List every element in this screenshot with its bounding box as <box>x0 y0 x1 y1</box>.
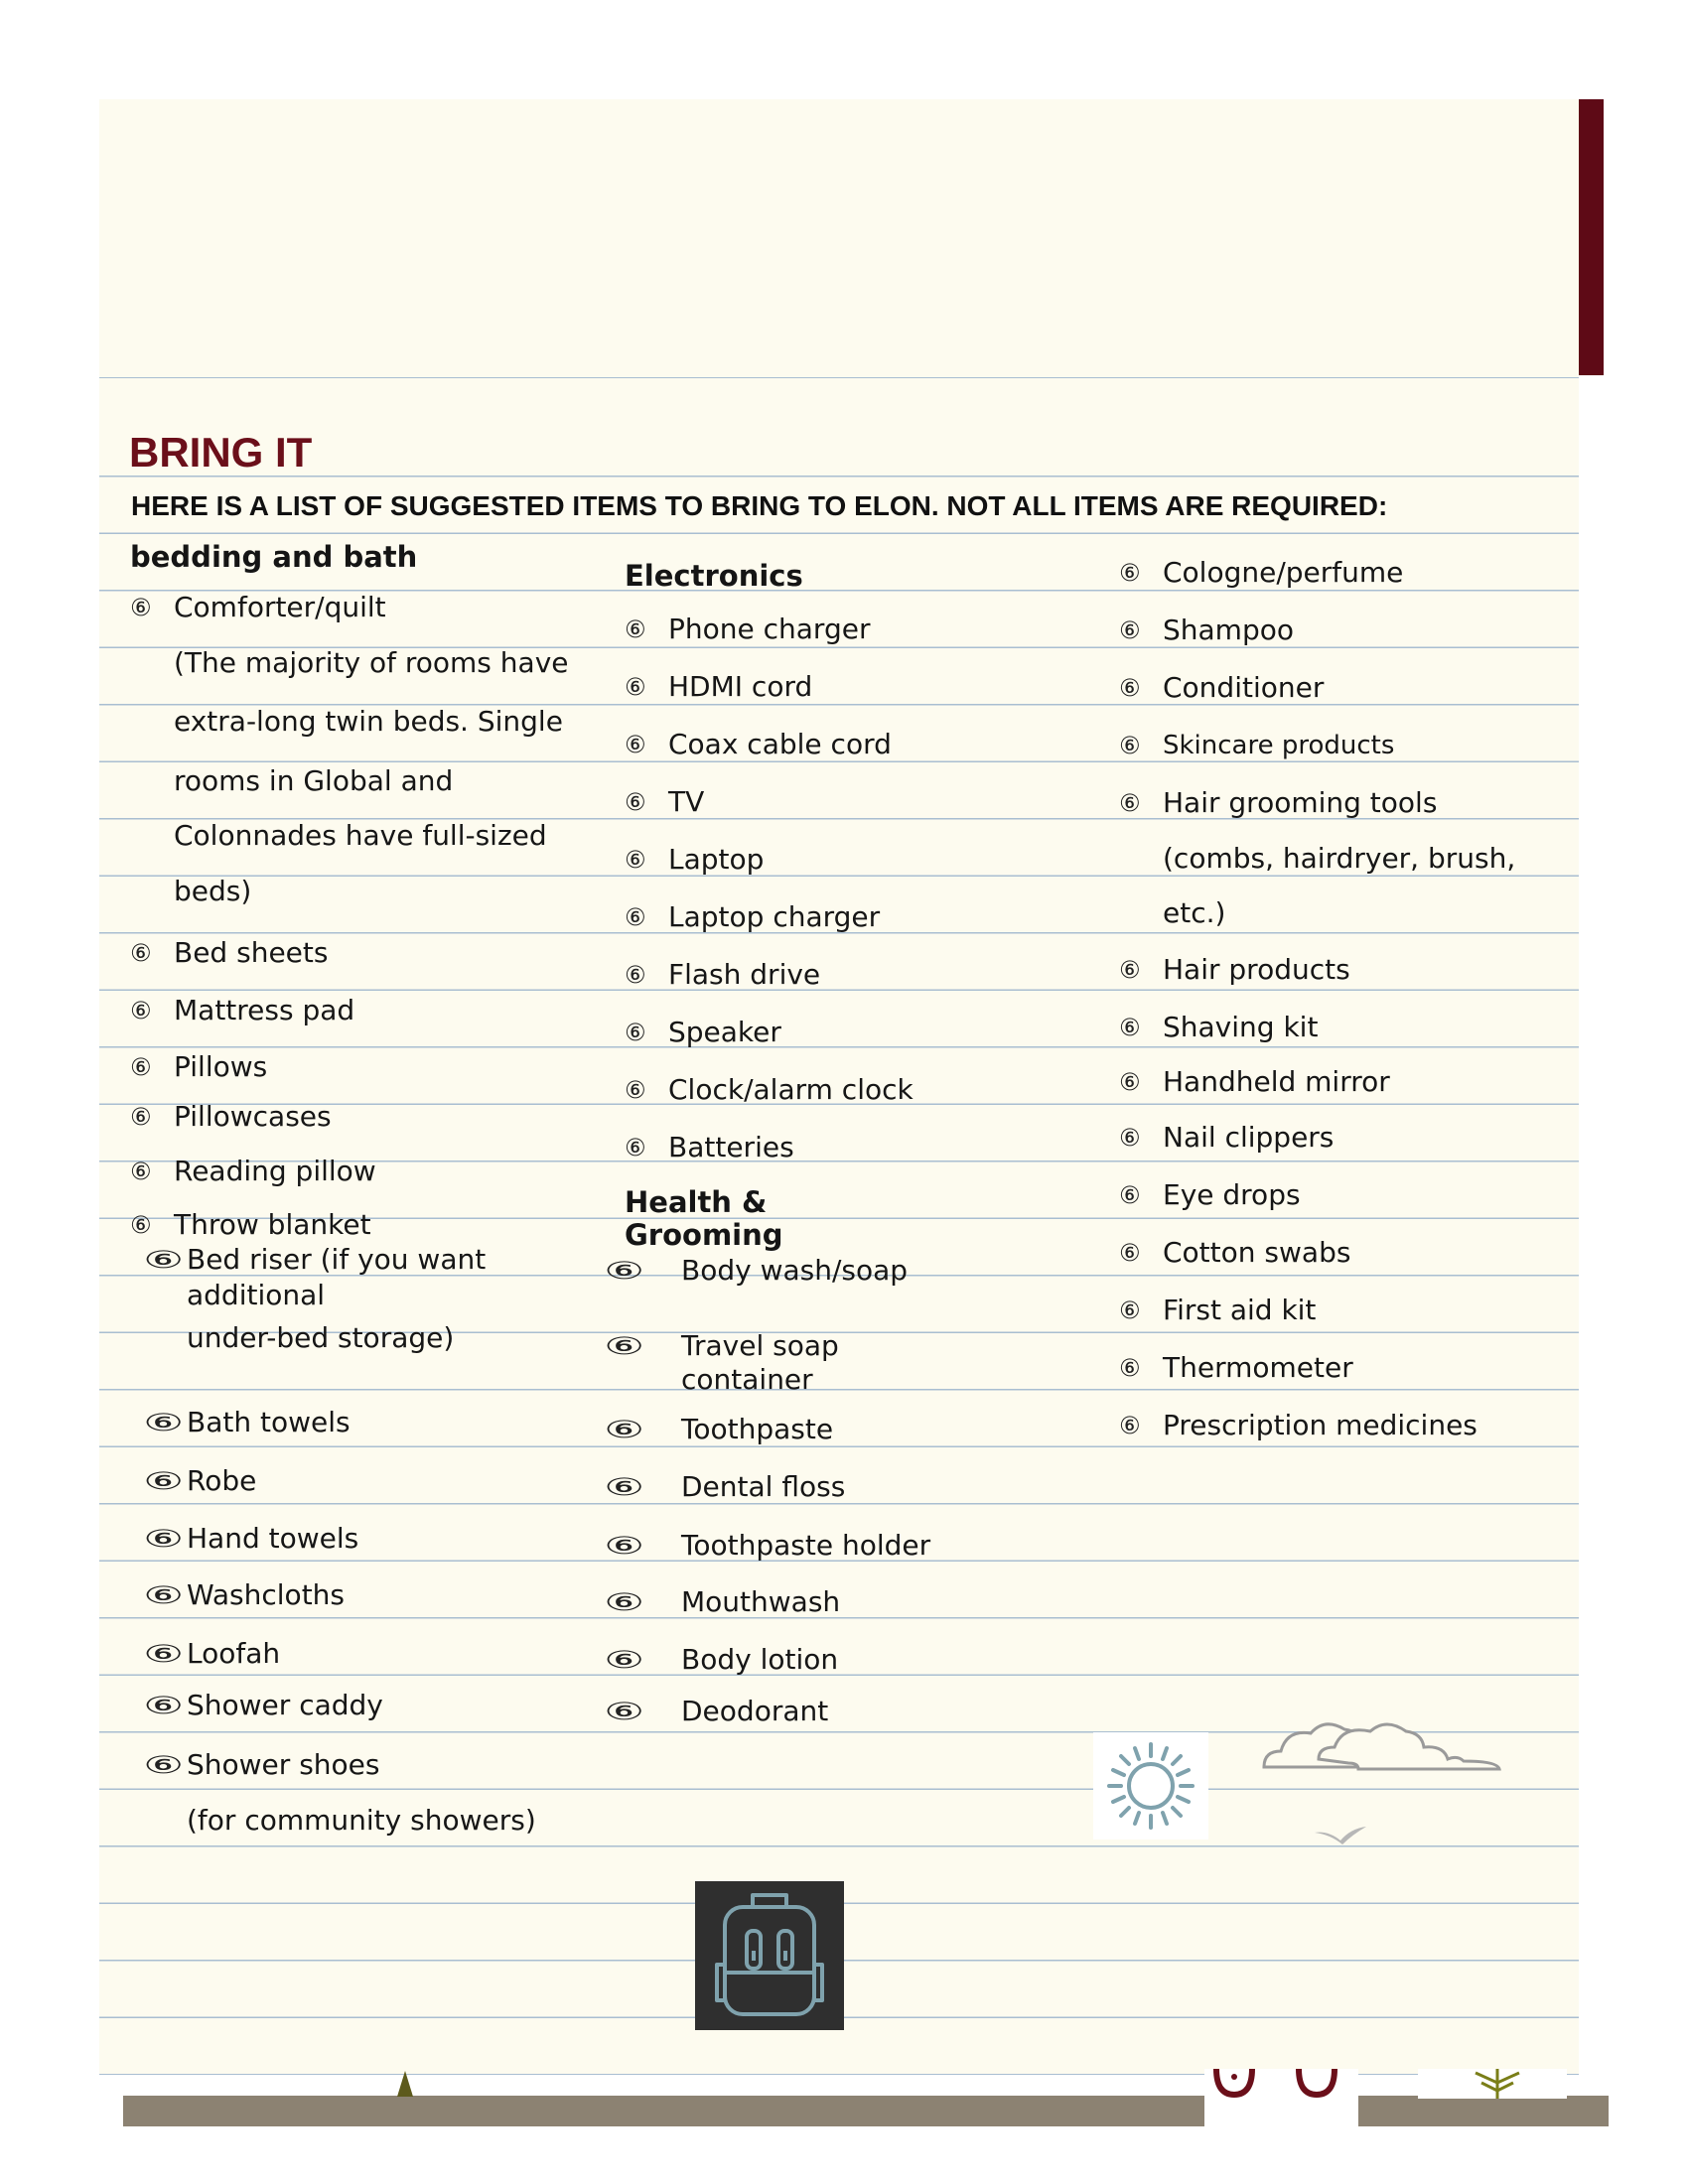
comforter-note-line: rooms in Global and <box>174 764 454 797</box>
bullet-icon: ⑥ <box>604 1646 644 1674</box>
bullet-icon: ⑥ <box>625 961 646 989</box>
bedding-heading: bedding and bath <box>130 540 418 574</box>
bullet-icon: ⑥ <box>143 1525 184 1553</box>
bullet-icon: ⑥ <box>130 1053 152 1081</box>
bullet-icon: ⑥ <box>625 788 646 816</box>
bullet-icon: ⑥ <box>130 1103 152 1131</box>
bullet-icon: ⑥ <box>604 1532 644 1560</box>
bullet-icon: ⑥ <box>604 1416 644 1443</box>
comforter-note-line: beds) <box>174 875 252 907</box>
bullet-icon: ⑥ <box>1119 616 1141 644</box>
bullet-icon: ⑥ <box>604 1588 644 1616</box>
backpack-icon <box>695 1881 844 2030</box>
page-title: BRING IT <box>129 429 313 476</box>
bullet-icon: ⑥ <box>143 1581 184 1609</box>
bullet-icon: ⑥ <box>604 1473 644 1501</box>
bullet-icon: ⑥ <box>1119 1068 1141 1096</box>
comforter-note-line: extra-long twin beds. Single <box>174 705 563 738</box>
bullet-icon: ⑥ <box>604 1698 644 1725</box>
bullet-icon: ⑥ <box>143 1467 184 1495</box>
bullet-icon: ⑥ <box>604 1257 644 1285</box>
sun-icon <box>1093 1732 1208 1840</box>
bullet-icon: ⑥ <box>1119 1014 1141 1041</box>
comforter-note-line: Colonnades have full-sized <box>174 819 547 852</box>
bullet-icon: ⑥ <box>1119 1124 1141 1152</box>
bullet-icon: ⑥ <box>143 1751 184 1779</box>
bullet-icon: ⑥ <box>143 1409 184 1436</box>
bullet-icon: ⑥ <box>130 1158 152 1185</box>
bullet-icon: ⑥ <box>1119 732 1141 759</box>
bullet-icon: ⑥ <box>625 731 646 758</box>
bullet-icon: ⑥ <box>625 1019 646 1046</box>
bed-riser-note-line: under-bed storage) <box>187 1321 455 1354</box>
bullet-icon: ⑥ <box>1119 789 1141 817</box>
bullet-icon: ⑥ <box>143 1640 184 1668</box>
footer-sticker <box>1204 2069 1358 2128</box>
bullet-icon: ⑥ <box>625 615 646 643</box>
travel-soap-note: container <box>681 1363 813 1396</box>
page-subtitle: HERE IS A LIST OF SUGGESTED ITEMS TO BRING TO ELON. NOT ALL ITEMS ARE REQUIRED: <box>131 490 1388 521</box>
bullet-icon: ⑥ <box>1119 956 1141 984</box>
bullet-icon: ⑥ <box>1119 1297 1141 1324</box>
bullet-icon: ⑥ <box>1119 1181 1141 1209</box>
footer-bar <box>123 2096 1609 2126</box>
bed-riser-note-line: additional <box>187 1279 326 1311</box>
bullet-icon: ⑥ <box>1119 1412 1141 1439</box>
bullet-icon: ⑥ <box>1119 674 1141 702</box>
bullet-icon: ⑥ <box>130 1211 152 1239</box>
bird-icon <box>1313 1825 1368 1846</box>
bullet-icon: ⑥ <box>625 903 646 931</box>
bullet-icon: ⑥ <box>1119 1354 1141 1382</box>
bullet-icon: ⑥ <box>625 846 646 874</box>
bullet-icon: ⑥ <box>1119 1239 1141 1267</box>
bullet-icon: ⑥ <box>625 673 646 701</box>
hair-tools-note-line: (combs, hairdryer, brush, <box>1163 842 1516 875</box>
bullet-icon: ⑥ <box>143 1246 184 1274</box>
bullet-icon: ⑥ <box>130 594 152 621</box>
bullet-icon: ⑥ <box>130 997 152 1024</box>
hair-tools-note-line: etc.) <box>1163 896 1226 929</box>
bullet-icon: ⑥ <box>1119 559 1141 587</box>
bullet-icon: ⑥ <box>604 1332 644 1360</box>
bullet-icon: ⑥ <box>625 1134 646 1161</box>
electronics-heading: Electronics <box>625 559 803 593</box>
bullet-icon: ⑥ <box>625 1076 646 1104</box>
bullet-icon: ⑥ <box>130 939 152 967</box>
bullet-icon: ⑥ <box>143 1692 184 1719</box>
shower-shoes-note: (for community showers) <box>187 1804 536 1837</box>
health-heading: Health & Grooming <box>625 1185 783 1252</box>
comforter-note-line: (The majority of rooms have <box>174 646 569 679</box>
cloud-icon <box>1259 1707 1517 1787</box>
tree-icon <box>395 2071 415 2097</box>
edge-tab <box>1579 99 1604 375</box>
footer-sticker-right <box>1418 2069 1567 2099</box>
paper-header-area <box>99 99 1579 378</box>
